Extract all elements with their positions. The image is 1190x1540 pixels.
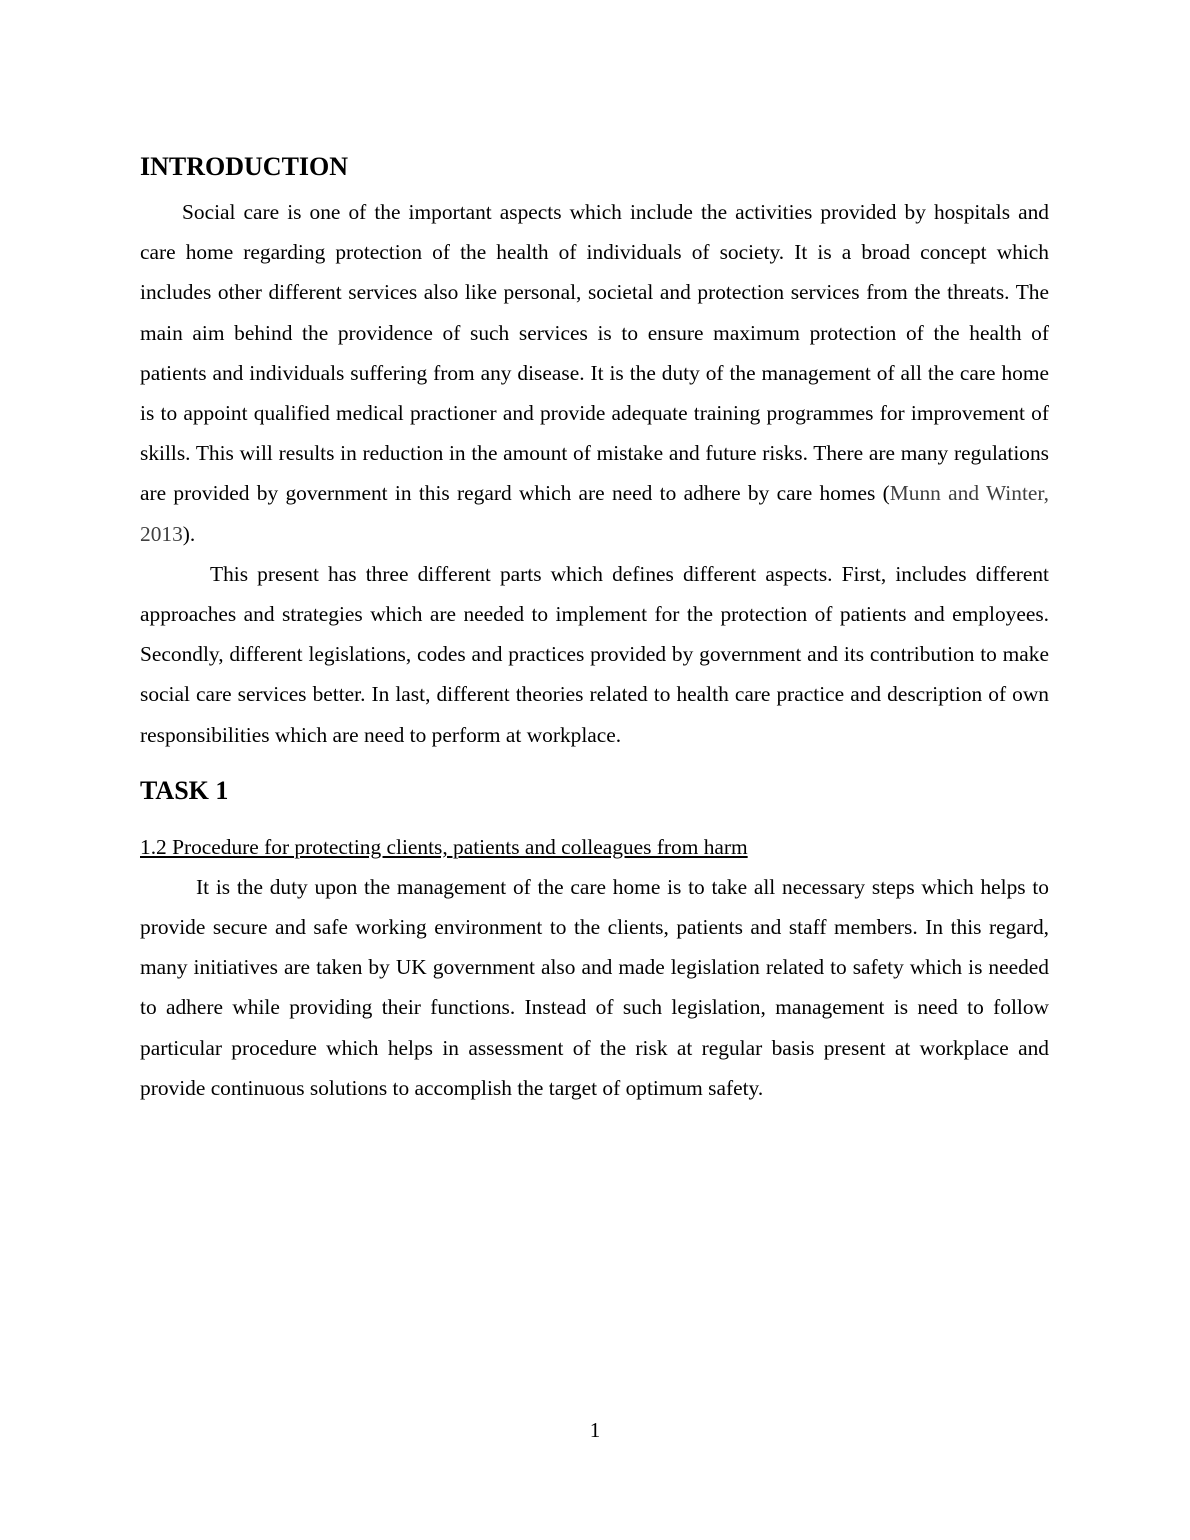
introduction-heading: INTRODUCTION (140, 152, 349, 181)
citation: Munn and Winter, 2013 (140, 481, 1049, 546)
task-1-paragraph-1: It is the duty upon the management of the care home is to take all necessary steps which helps to provide secure and safe working environment to the clients, patients and staff members. In this regard, many initiatives are taken by UK government also and made legislation related to safety which is needed to adhere while providing their functions. Instead of such legislation, management is need to follow particular procedure which helps in assessment of the risk at regular basis present at workplace and provide continuous solutions to accomplish the target of optimum safety. (140, 874, 1049, 1100)
page-content (140, 148, 1049, 1108)
introduction-paragraph-1-text: Social care is one of the important aspects which include the activities provided by hospitals and care home regarding protection of the health of individuals of society. It is a broad concept which includes other different services also like personal, societal and protection services from the threats. The main aim behind the providence of such services is to ensure maximum protection of the health of patients and individuals suffering from any disease. It is the duty of the management of all the care home is to appoint qualified medical practioner and provide adequate training programmes for improvement of skills. This will results in reduction in the amount of mistake and future risks. There are many regulations are provided by government in this regard which are need to adhere by care homes ( (140, 200, 1049, 506)
introduction-paragraph-1-end: ). (182, 521, 196, 546)
task-1-heading: TASK 1 (140, 775, 229, 805)
page-number: 1 (589, 1418, 601, 1442)
introduction-paragraph-2: This present has three different parts which defines different aspects. First, includes different approaches and strategies which are needed to implement for the protection of patients and employees. Secondly, different legislations, codes and practices provided by government and its contribution to make social care services better. In last, different theories related to health care practice and description of own responsibilities which are need to perform at workplace. (140, 561, 1049, 747)
task-1-subheading: 1.2 Procedure for protecting clients, patients and colleagues from harm (140, 834, 748, 859)
introduction-paragraph-1 (140, 192, 1049, 554)
